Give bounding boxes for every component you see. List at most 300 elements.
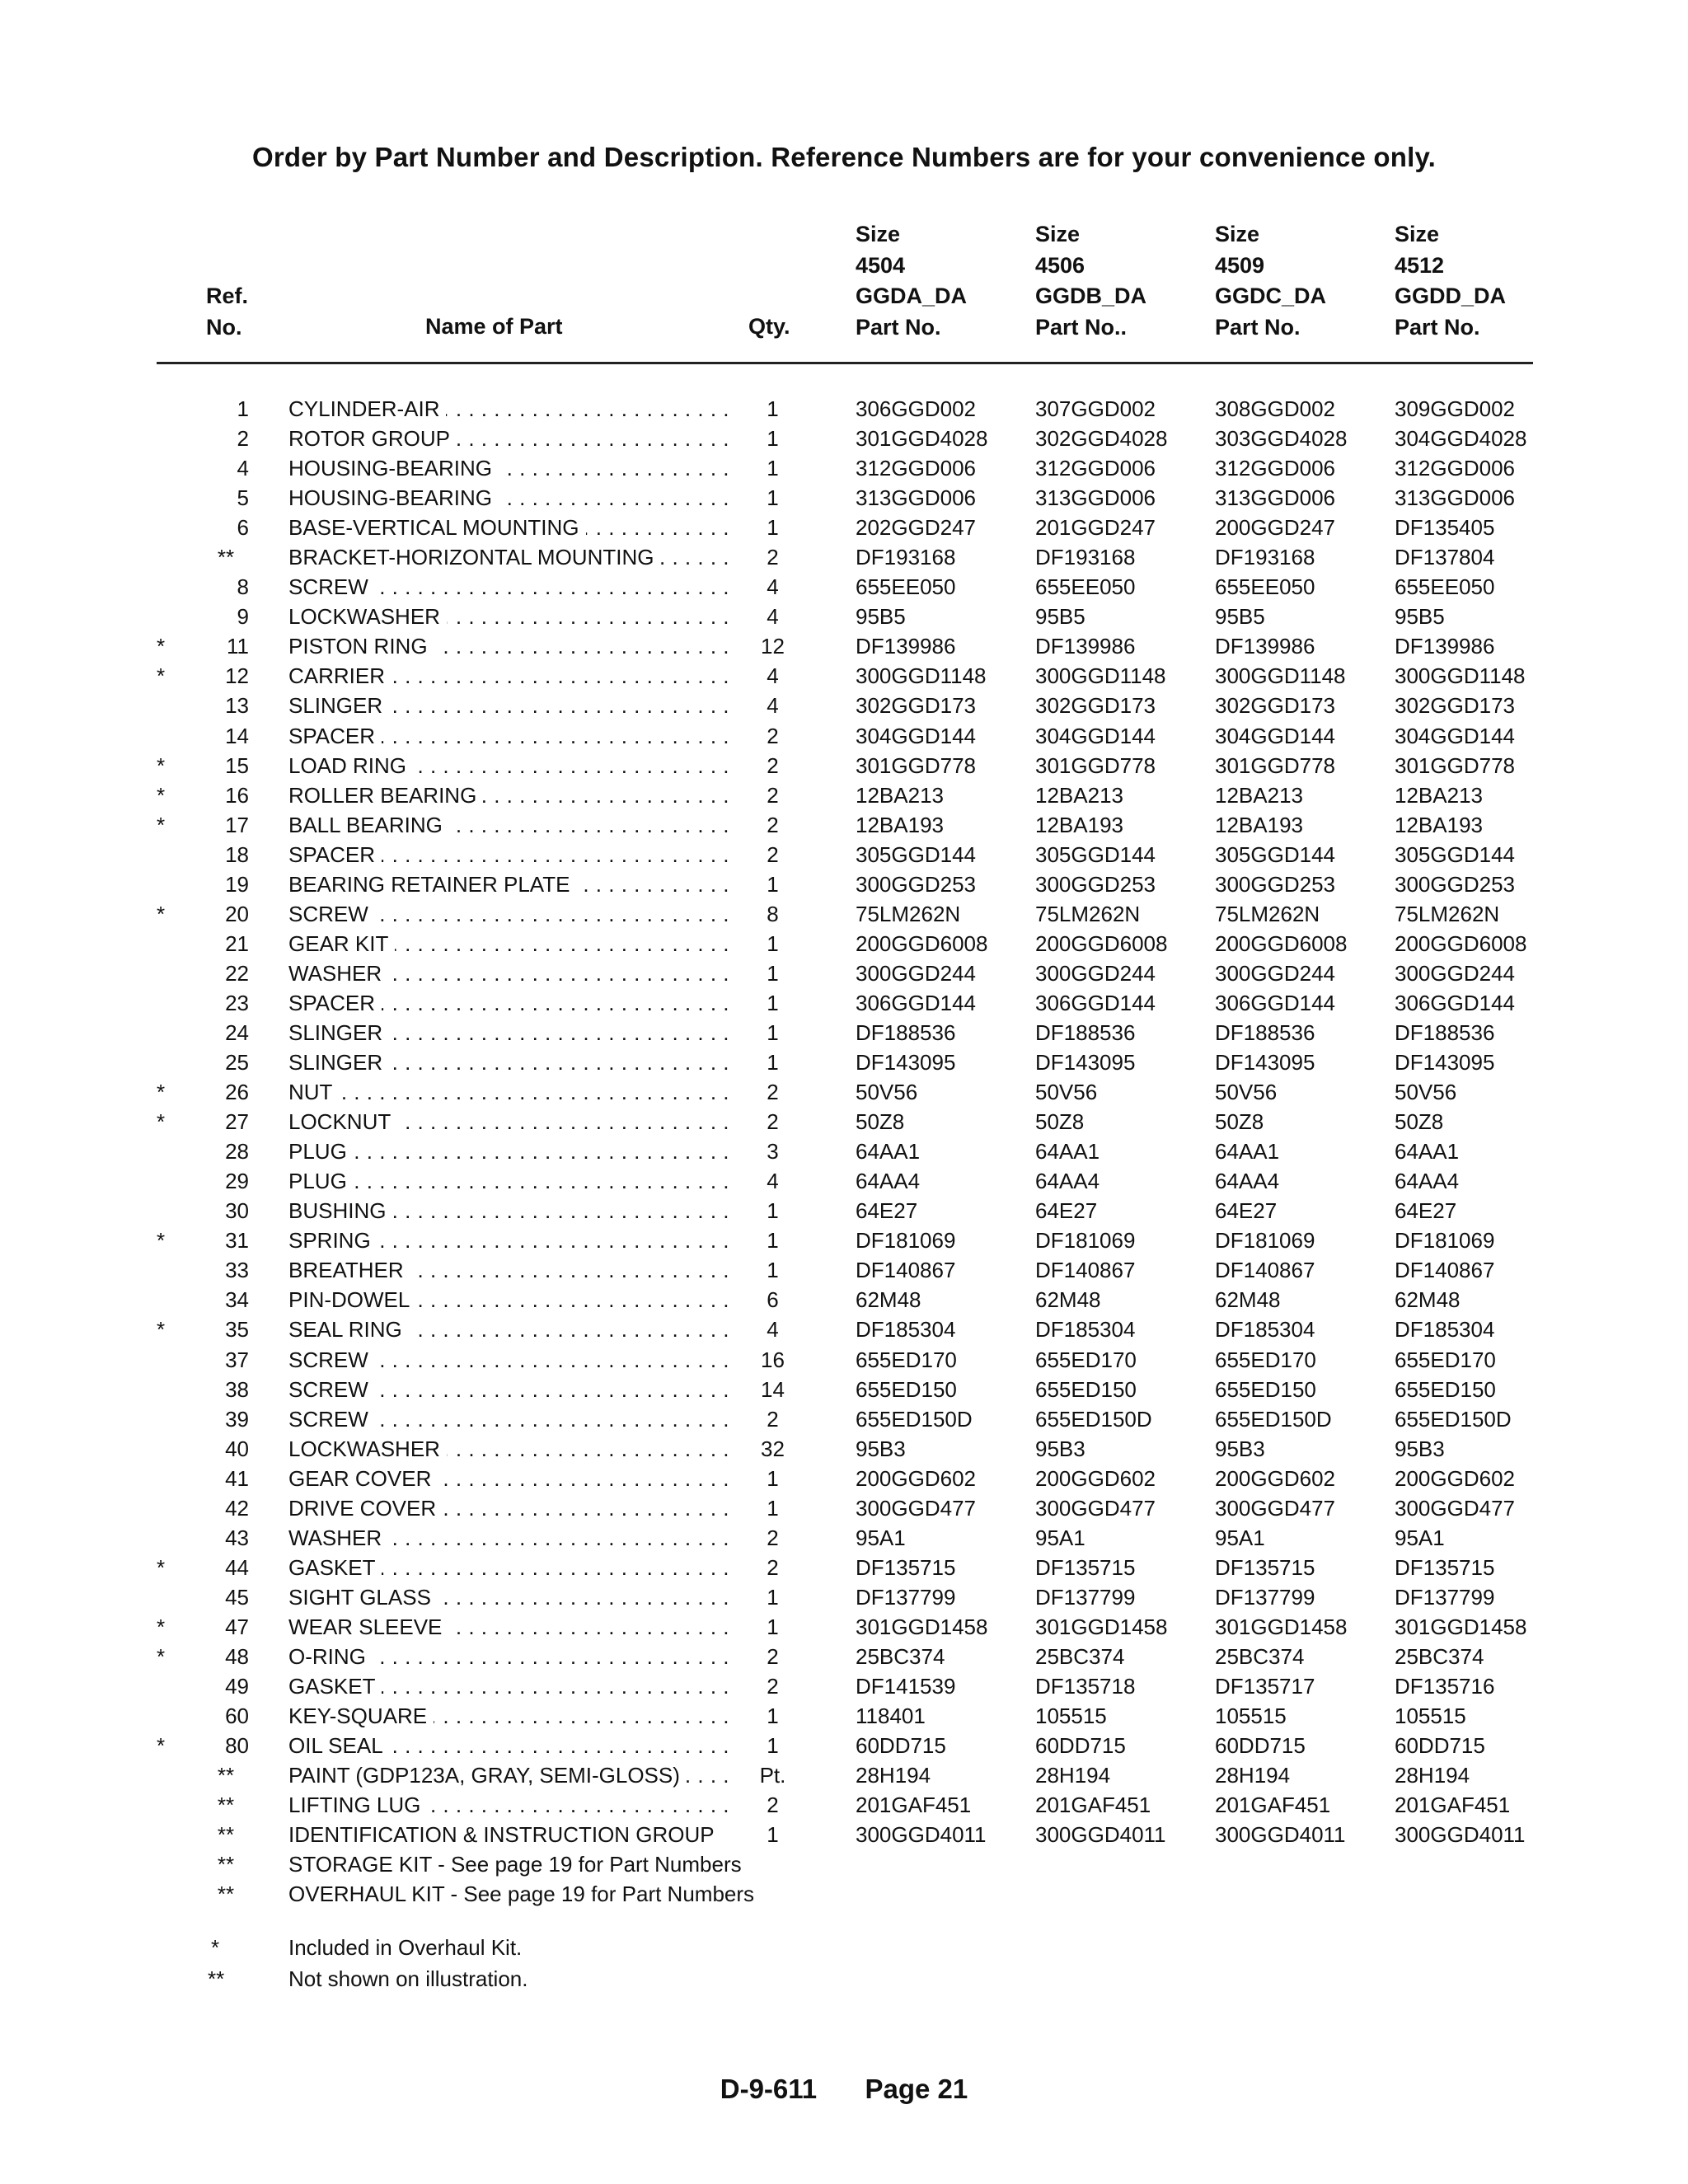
part-number-4509: 304GGD144 [1215,723,1335,748]
part-name [288,1493,729,1523]
part-number-4504: DF137799 [856,1584,956,1610]
part-number-4506: 201GAF451 [1035,1793,1151,1818]
table-row [0,542,1688,572]
part-number-4509: 312GGD006 [1215,456,1335,481]
part-name [288,424,729,453]
part-name [288,751,729,780]
overhaul-kit-marker: * [157,1317,166,1343]
part-number-4504: 50V56 [856,1080,918,1105]
quantity: 12 [761,634,785,659]
part-name [288,1315,729,1344]
part-name-label: GEAR KIT [288,931,395,956]
part-number-4512: 312GGD006 [1395,456,1515,481]
table-row [0,840,1688,869]
table-row [0,1671,1688,1701]
header-qty: Qty. [748,314,790,339]
table-row [0,1849,1688,1879]
ref-number: 21 [225,930,249,956]
ref-number: 35 [225,1317,249,1343]
part-number-4506: 25BC374 [1035,1643,1125,1669]
part-number-4509: DF135715 [1215,1554,1315,1580]
quantity: 1 [767,1228,779,1254]
parts-table [0,394,1688,1909]
part-name-label: SIGHT GLASS [288,1585,438,1610]
table-row [0,1464,1688,1493]
part-number-4506: 201GGD247 [1035,515,1156,541]
quantity: 2 [767,782,779,808]
part-name-label: LOCKWASHER [288,1436,447,1461]
part-number-4504: 300GGD4011 [856,1822,987,1848]
part-number-4506: 50Z8 [1035,1109,1085,1135]
part-number-4504: DF188536 [856,1019,956,1045]
part-number-4506: 28H194 [1035,1763,1111,1788]
part-number-4506: 200GGD602 [1035,1465,1156,1491]
part-number-4509: 655ED170 [1215,1347,1316,1372]
part-number-4504: 12BA213 [856,782,944,808]
part-number-4512: DF188536 [1395,1019,1495,1045]
part-name [288,513,729,542]
header-size-model: 4506 [1035,252,1085,278]
overhaul-kit-marker: * [157,812,166,837]
part-number-4506: 105515 [1035,1704,1107,1729]
part-number-4506: 300GGD4011 [1035,1822,1166,1848]
ref-number: ** [217,1763,235,1788]
footnote-text: Not shown on illustration. [288,1966,528,1991]
part-name [288,1375,729,1404]
part-number-4506: DF139986 [1035,634,1136,659]
part-number-4504: 50Z8 [856,1109,905,1135]
part-name-label: PAINT (GDP123A, GRAY, SEMI-GLOSS) [288,1763,687,1788]
header-part-no: Part No. [1395,314,1480,340]
part-number-4509: 300GGD1148 [1215,663,1346,689]
ref-number: 4 [237,456,249,481]
quantity: 1 [767,1733,779,1759]
ref-number: 44 [225,1554,249,1580]
page-title: Order by Part Number and Description. Reference Numbers are for your convenience only. [252,142,1436,172]
part-number-4512: DF135405 [1395,515,1495,541]
header-size-model: 4509 [1215,252,1265,278]
part-number-4504: 301GGD1458 [856,1614,988,1639]
part-number-4506: 64AA4 [1035,1169,1100,1194]
part-name-label: ROLLER BEARING [288,783,483,808]
part-number-4512: 200GGD602 [1395,1465,1515,1491]
part-number-4504: 300GGD244 [856,960,976,986]
table-row [0,869,1688,899]
part-number-4512: 306GGD144 [1395,990,1515,1015]
part-number-4509: 200GGD247 [1215,515,1335,541]
part-name-label: CARRIER [288,663,392,688]
ref-number: 37 [225,1347,249,1372]
part-number-4512: 305GGD144 [1395,841,1515,867]
part-name-label: BRACKET-HORIZONTAL MOUNTING [288,545,660,569]
part-name-label: IDENTIFICATION & INSTRUCTION GROUP [288,1822,721,1847]
part-number-4509: 62M48 [1215,1287,1281,1313]
part-number-4509: 64AA1 [1215,1139,1280,1165]
part-number-4506: DF135718 [1035,1674,1136,1699]
ref-number: 6 [237,515,249,541]
part-number-4509: 303GGD4028 [1215,426,1348,452]
part-number-4504: 118401 [856,1704,926,1729]
ref-number: 31 [225,1228,249,1254]
part-name [288,1879,755,1909]
part-number-4506: 300GGD477 [1035,1495,1156,1521]
part-number-4506: 655ED150 [1035,1376,1137,1402]
header-size-4506 [1035,219,1146,343]
table-row [0,1375,1688,1404]
part-number-4504: 95B5 [856,604,906,630]
part-name-label: BUSHING [288,1198,392,1223]
part-name [288,869,729,899]
part-name [288,1464,729,1493]
part-number-4512: 12BA193 [1395,812,1483,837]
part-number-4512: 200GGD6008 [1395,930,1527,956]
part-name-label: WASHER [288,961,388,986]
part-number-4512: 300GGD4011 [1395,1822,1526,1848]
quantity: 4 [767,663,779,689]
part-number-4512: 655ED150D [1395,1406,1512,1432]
part-number-4512: DF139986 [1395,634,1495,659]
ref-number: 8 [237,574,249,600]
part-name-label: GASKET [288,1555,382,1580]
part-number-4504: 305GGD144 [856,841,976,867]
part-number-4509: 308GGD002 [1215,396,1335,421]
part-name [288,1285,729,1315]
part-number-4504: DF135715 [856,1554,956,1580]
part-number-4506: 95B5 [1035,604,1085,630]
header-size-4509 [1215,219,1326,343]
quantity: 2 [767,1080,779,1105]
part-number-4504: 655EE050 [856,574,956,600]
part-name [288,483,729,513]
header-part-no: Part No. [856,314,941,340]
part-name-label: DRIVE COVER [288,1496,443,1521]
part-number-4504: 12BA193 [856,812,944,837]
quantity: 1 [767,456,779,481]
part-name-label: OVERHAUL KIT - See page 19 for Part Numbers [288,1882,761,1906]
part-number-4509: 95B5 [1215,604,1265,630]
quantity: 1 [767,1465,779,1491]
part-number-4506: 60DD715 [1035,1733,1126,1759]
part-number-4512: 655EE050 [1395,574,1495,600]
ref-number: 16 [225,782,249,808]
ref-number: 30 [225,1198,249,1224]
part-number-4506: 304GGD144 [1035,723,1156,748]
part-name-label: SPACER [288,842,382,867]
part-number-4509: DF135717 [1215,1674,1315,1699]
part-number-4512: 64AA1 [1395,1139,1460,1165]
ref-number: 12 [225,663,249,689]
part-number-4509: 300GGD4011 [1215,1822,1346,1848]
part-name-label: BREATHER [288,1258,410,1282]
header-size-model: 4512 [1395,252,1445,278]
part-number-4504: 28H194 [856,1763,931,1788]
part-number-4504: 300GGD1148 [856,663,987,689]
part-number-4512: 309GGD002 [1395,396,1515,421]
part-number-4506: DF181069 [1035,1228,1136,1254]
part-number-4509: DF139986 [1215,634,1315,659]
quantity: 4 [767,574,779,600]
part-name [288,661,729,691]
ref-number: 43 [225,1525,249,1550]
ref-number: ** [217,545,235,570]
part-number-4509: 655ED150 [1215,1376,1316,1402]
quantity: 4 [767,604,779,630]
quantity: 2 [767,1406,779,1432]
quantity: 1 [767,1198,779,1224]
part-number-4506: 300GGD244 [1035,960,1156,986]
ref-number: 24 [225,1019,249,1045]
part-name [288,1701,729,1731]
part-name [288,1434,729,1464]
ref-number: 27 [225,1109,249,1135]
quantity: 2 [767,752,779,778]
part-name-label: SPRING [288,1228,377,1253]
table-row [0,1345,1688,1375]
ref-number: 25 [225,1050,249,1076]
part-number-4509: 302GGD173 [1215,693,1335,719]
header-size-label: Size [1035,222,1081,246]
part-number-4509: 305GGD144 [1215,841,1335,867]
quantity: Pt. [759,1763,786,1788]
ref-number: 45 [225,1584,249,1610]
part-number-4509: DF140867 [1215,1258,1315,1283]
quantity: 4 [767,1169,779,1194]
part-number-4509: DF181069 [1215,1228,1315,1254]
ref-number: 15 [225,752,249,778]
document-number: D-9-611 [720,2074,818,2104]
part-number-4506: 655EE050 [1035,574,1136,600]
quantity: 1 [767,396,779,421]
ref-number: 19 [225,871,249,897]
part-name-label: LOCKWASHER [288,604,447,629]
part-number-4509: 300GGD477 [1215,1495,1335,1521]
part-name [288,542,729,572]
part-name [288,1612,729,1642]
quantity: 2 [767,812,779,837]
part-number-4504: 64AA4 [856,1169,921,1194]
part-name-label: OIL SEAL [288,1733,390,1758]
ref-number: 14 [225,723,249,748]
overhaul-kit-marker: * [157,1228,166,1254]
part-number-4509: 60DD715 [1215,1733,1306,1759]
page-footer [0,2074,1688,2105]
quantity: 16 [761,1347,785,1372]
quantity: 1 [767,990,779,1015]
part-number-4506: 655ED150D [1035,1406,1152,1432]
part-name [288,1553,729,1582]
quantity: 1 [767,960,779,986]
part-number-4512: 302GGD173 [1395,693,1515,719]
quantity: 32 [761,1436,785,1461]
part-number-4512: 95B3 [1395,1436,1445,1461]
ref-number: ** [217,1822,235,1848]
ref-number: ** [217,1793,235,1818]
part-number-4506: 50V56 [1035,1080,1098,1105]
ref-number: 13 [225,693,249,719]
table-row [0,1760,1688,1790]
quantity: 2 [767,1643,779,1669]
overhaul-kit-marker: * [157,1554,166,1580]
table-row [0,1701,1688,1731]
part-name [288,988,729,1018]
part-name [288,1849,742,1879]
part-name-label: BEARING RETAINER PLATE [288,872,576,897]
part-number-4506: 64AA1 [1035,1139,1100,1165]
footnote-text: Included in Overhaul Kit. [288,1935,523,1960]
part-number-4504: DF185304 [856,1317,956,1343]
header-size-model: 4504 [856,252,906,278]
quantity: 1 [767,1822,779,1848]
part-number-4504: 655ED150D [856,1406,973,1432]
part-number-4509: DF185304 [1215,1317,1315,1343]
part-number-4504: 60DD715 [856,1733,946,1759]
quantity: 1 [767,485,779,511]
table-row [0,424,1688,453]
table-row [0,602,1688,631]
quantity: 2 [767,1793,779,1818]
overhaul-kit-marker: * [157,634,166,659]
part-name-label: STORAGE KIT - See page 19 for Part Numbers [288,1852,748,1877]
table-row [0,453,1688,483]
header-size-4504 [856,219,967,343]
part-name [288,958,729,988]
part-number-4512: 304GGD144 [1395,723,1515,748]
part-number-4509: 95A1 [1215,1525,1265,1550]
part-name [288,1345,729,1375]
table-row [0,661,1688,691]
ref-number: 20 [225,901,249,926]
quantity: 1 [767,930,779,956]
part-number-4512: 300GGD1148 [1395,663,1526,689]
header-size-code: GGDA_DA [856,284,968,308]
overhaul-kit-marker: * [157,1614,166,1639]
table-row [0,1315,1688,1344]
part-number-4509: 105515 [1215,1704,1287,1729]
part-number-4512: 75LM262N [1395,901,1500,926]
part-name [288,572,729,602]
table-row [0,1879,1688,1909]
part-number-4512: DF137799 [1395,1584,1495,1610]
part-number-4504: 202GGD247 [856,515,976,541]
ref-number: 42 [225,1495,249,1521]
part-number-4512: 300GGD253 [1395,871,1515,897]
ref-number: 48 [225,1643,249,1669]
footnotes [0,1933,1688,1995]
quantity: 1 [767,1050,779,1076]
part-number-4504: 64AA1 [856,1139,921,1165]
part-number-4509: 301GGD1458 [1215,1614,1348,1639]
table-row [0,810,1688,840]
part-name-label: BALL BEARING [288,813,449,837]
quantity: 1 [767,871,779,897]
part-number-4506: 312GGD006 [1035,456,1156,481]
quantity: 8 [767,901,779,926]
part-number-4512: 50V56 [1395,1080,1457,1105]
page-number: Page 21 [865,2074,968,2104]
part-number-4512: 300GGD244 [1395,960,1515,986]
part-number-4504: 300GGD477 [856,1495,976,1521]
header-ref-line2: No. [206,314,242,340]
quantity: 2 [767,1109,779,1135]
part-number-4512: DF140867 [1395,1258,1495,1283]
part-name-label: SCREW [288,574,375,599]
part-name [288,1671,729,1701]
part-number-4512: 655ED150 [1395,1376,1496,1402]
quantity: 2 [767,723,779,748]
table-row [0,1404,1688,1434]
part-number-4506: DF143095 [1035,1050,1136,1076]
part-name-label: HOUSING-BEARING [288,456,499,480]
part-number-4509: 95B3 [1215,1436,1265,1461]
part-number-4509: 25BC374 [1215,1643,1305,1669]
part-number-4504: 64E27 [856,1198,918,1224]
table-row [0,1493,1688,1523]
header-part-no: Part No.. [1035,314,1128,340]
table-row [0,780,1688,810]
quantity: 1 [767,1495,779,1521]
footnote-symbol: ** [208,1966,225,1991]
quantity: 1 [767,1019,779,1045]
table-row [0,1731,1688,1760]
part-number-4506: 307GGD002 [1035,396,1156,421]
footnote-symbol: * [211,1935,220,1960]
part-number-4506: 75LM262N [1035,901,1141,926]
table-row [0,1255,1688,1285]
part-name-label: PIN-DOWEL [288,1287,416,1312]
part-number-4512: 301GGD1458 [1395,1614,1527,1639]
table-row [0,751,1688,780]
part-number-4509: 306GGD144 [1215,990,1335,1015]
part-number-4506: 200GGD6008 [1035,930,1168,956]
part-number-4509: 50Z8 [1215,1109,1264,1135]
part-name [288,1790,729,1820]
part-number-4509: 655ED150D [1215,1406,1332,1432]
overhaul-kit-marker: * [157,1109,166,1135]
part-name-label: SEAL RING [288,1317,409,1342]
overhaul-kit-marker: * [157,1733,166,1759]
part-name [288,1226,729,1255]
part-number-4512: DF135715 [1395,1554,1495,1580]
part-number-4506: 12BA213 [1035,782,1123,808]
part-name-label: GASKET [288,1674,382,1699]
part-name [288,1404,729,1434]
quantity: 4 [767,1317,779,1343]
header-size-label: Size [856,222,901,246]
quantity: 1 [767,426,779,452]
ref-number: 26 [225,1080,249,1105]
ref-number: 38 [225,1376,249,1402]
table-row [0,1434,1688,1464]
part-number-4504: 306GGD002 [856,396,976,421]
part-name-label: WEAR SLEEVE [288,1615,448,1639]
table-row [0,929,1688,958]
part-name [288,453,729,483]
part-number-4509: 201GAF451 [1215,1793,1331,1818]
part-name-label: SPACER [288,991,382,1015]
ref-number: 18 [225,841,249,867]
table-row [0,1285,1688,1315]
table-row [0,1820,1688,1849]
part-number-4509: 200GGD6008 [1215,930,1348,956]
part-number-4509: 655EE050 [1215,574,1315,600]
part-number-4512: DF135716 [1395,1674,1495,1699]
ref-number: 47 [225,1614,249,1639]
table-row [0,721,1688,751]
part-number-4506: 300GGD253 [1035,871,1156,897]
part-number-4504: 313GGD006 [856,485,976,511]
part-name-label: PLUG [288,1139,354,1164]
part-name [288,394,729,424]
